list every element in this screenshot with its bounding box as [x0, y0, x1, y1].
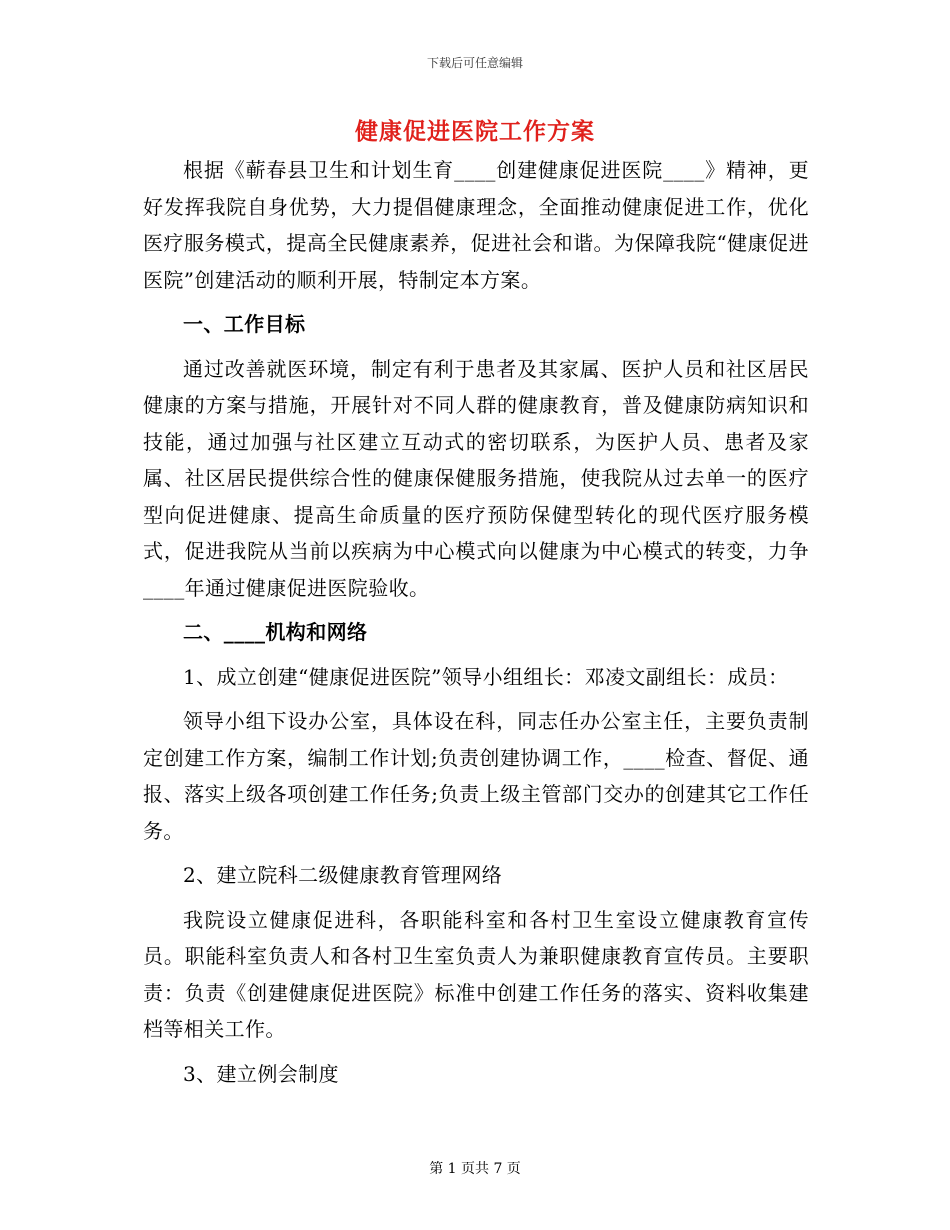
- document-title: 健康促进医院工作方案: [355, 118, 595, 145]
- network-subheading: 2、建立院科二级健康教育管理网络: [183, 863, 503, 887]
- document-body: [143, 152, 809, 1092]
- network-paragraph: 我院设立健康促进科，各职能科室和各村卫生室设立健康教育宣传员。职能科室负责人和各村卫生室负责人为兼职健康教育宣传员。主要职责：负责《创建健康促进医院》标准中创建工作任务的落实、资料收集建档等相关工作。: [143, 907, 809, 1041]
- page-number: 第 1 页共 7 页: [429, 1161, 521, 1177]
- goals-paragraph: 通过改善就医环境，制定有利于患者及其家属、医护人员和社区居民健康的方案与措施，开展针对不同人群的健康教育，普及健康防病知识和技能，通过加强与社区建立互动式的密切联系，为医护人员、患者及家属、社区居民提供综合性的健康保健服务措施，使我院从过去单一的医疗型向促进健康、提高生命质量的医疗预防保健型转化的现代医疗服务模式，促进我院从当前以疾病为中心模式向以健康为中心模式的转变，力争____年通过健康促进医院验收。: [143, 356, 809, 600]
- section-heading-goals: 一、工作目标: [183, 312, 306, 336]
- leadership-group-paragraph: 1、成立创建“健康促进医院”领导小组组长：邓凌文副组长：成员：: [183, 664, 789, 689]
- section-heading-organization: 二、____机构和网络: [183, 620, 368, 644]
- header-note: 下载后可任意编辑: [426, 56, 523, 70]
- intro-paragraph: 根据《蕲春县卫生和计划生育____创建健康促进医院____》精神，更好发挥我院自身优势，大力提倡健康理念，全面推动健康促进工作，优化医疗服务模式，提高全民健康素养，促进社会和谐。为保障我院“健康促进医院”创建活动的顺利开展，特制定本方案。: [143, 158, 809, 292]
- office-duties-paragraph: 领导小组下设办公室，具体设在科，同志任办公室主任，主要负责制定创建工作方案，编制工作计划;负责创建协调工作，____检查、督促、通报、落实上级各项创建工作任务;负责上级主管部门交办的创建其它工作任务。: [143, 709, 809, 843]
- meeting-subheading: 3、建立例会制度: [183, 1061, 339, 1086]
